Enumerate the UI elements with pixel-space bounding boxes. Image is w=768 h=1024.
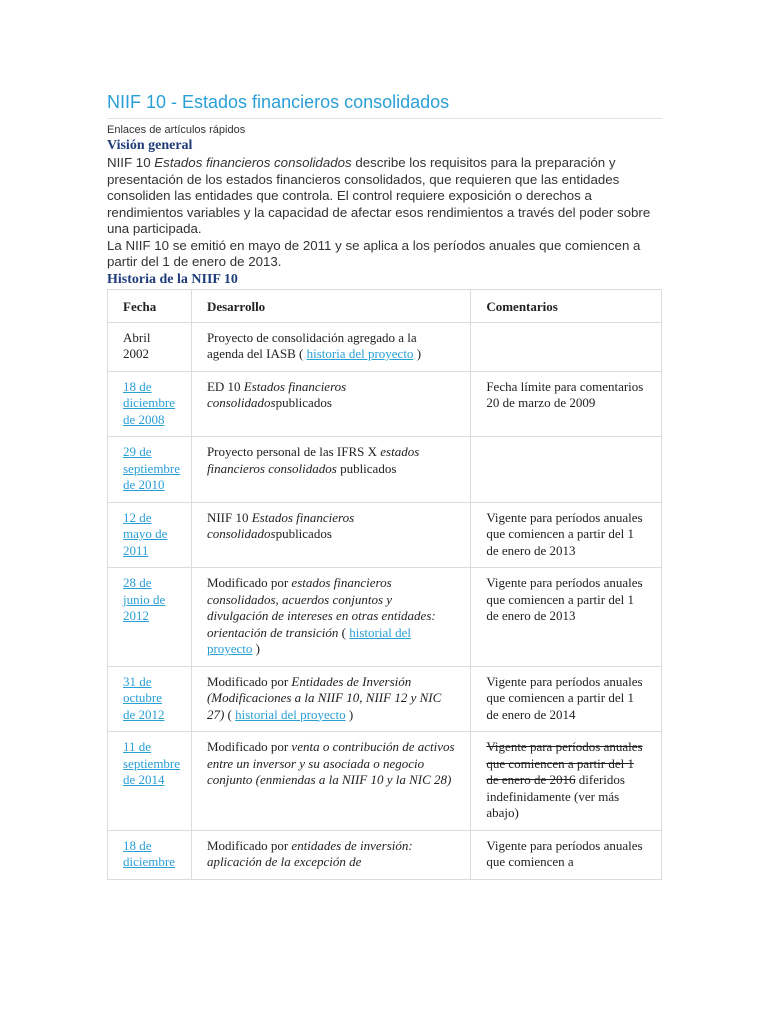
date-link[interactable]: 31 de octubre de 2012 (123, 673, 165, 722)
comment-cell (471, 322, 662, 371)
overview-heading: Visión general (107, 138, 193, 153)
date-link[interactable]: 29 de septiembre de 2010 (123, 444, 181, 492)
comment-cell: Vigente para períodos anuales que comiencen a partir del 1 de enero de 2013 (471, 502, 662, 568)
development-cell: Modificado por entidades de inversión: aplicación de la excepción de (191, 830, 470, 879)
column-header-comments: Comentarios (471, 289, 662, 322)
article (107, 90, 662, 880)
comment-cell: Vigente para períodos anuales que comiencen a (471, 830, 662, 879)
table-row (108, 568, 662, 667)
history-table (107, 289, 662, 880)
date-link[interactable]: 28 de junio de 2012 (123, 575, 166, 623)
project-history-link[interactable]: historia del proyecto (306, 346, 414, 361)
comment-cell: Vigente para períodos anuales que comiencen a partir del 1 de enero de 2014 (471, 666, 662, 732)
table-row (108, 371, 662, 437)
table-header-row (108, 289, 662, 322)
date-link[interactable]: 18 de diciembre (123, 837, 175, 869)
page-title: NIIF 10 - Estados financieros consolidados (107, 92, 450, 112)
history-heading: Historia de la NIIF 10 (107, 271, 238, 287)
development-cell: NIIF 10 Estados financieros consolidadospublicados (191, 502, 470, 568)
date-cell: Abril 2002 (108, 322, 192, 371)
comment-cell: Fecha límite para comentarios 20 de marzo de 2009 (471, 371, 662, 437)
development-cell: ED 10 Estados financieros consolidadospublicados (191, 371, 470, 437)
struck-comment: Vigente para períodos anuales que comiencen a partir del 1 de enero de 2016 (486, 739, 643, 787)
title-divider (107, 118, 662, 119)
overview-paragraph-2: La NIIF 10 se emitió en mayo de 2011 y se aplica a los períodos anuales que comiencen a partir del 1 de enero de 2013. (107, 237, 641, 269)
table-row (108, 830, 662, 879)
date-cell (108, 371, 192, 437)
date-cell (108, 830, 192, 879)
project-history-link[interactable]: historial del proyecto (206, 624, 411, 656)
development-cell: Proyecto personal de las IFRS X estados financieros consolidados publicados (191, 437, 470, 503)
date-cell (108, 732, 192, 831)
overview-paragraph-1: NIIF 10 Estados financieros consolidados describe los requisitos para la preparación y presentación de los estados financieros consolidados, que requieren que las entidades consoliden las entidades que controla. El control requiere exposición o derechos a rendimientos variables y la capacidad de afectar esos rendimientos a través del poder sobre una participada. (107, 155, 651, 236)
column-header-development: Desarrollo (191, 289, 470, 322)
comment-cell (471, 437, 662, 503)
date-cell (108, 666, 192, 732)
date-cell (108, 568, 192, 667)
date-link[interactable]: 18 de diciembre de 2008 (123, 378, 175, 427)
date-link[interactable]: 11 de septiembre de 2014 (123, 739, 181, 787)
comment-cell: Vigente para períodos anuales que comiencen a partir del 1 de enero de 2013 (471, 568, 662, 667)
date-cell (108, 437, 192, 503)
development-cell: Proyecto de consolidación agregado a la agenda del IASB ( historia del proyecto ) (191, 322, 470, 371)
development-cell: Modificado por estados financieros consolidados, acuerdos conjuntos y divulgación de intereses en otras entidades: orientación de transición ( historial del proyecto ) (191, 568, 470, 667)
development-cell: Modificado por venta o contribución de activos entre un inversor y su asociada o negocio conjunto (enmiendas a la NIIF 10 y la NIC 28) (191, 732, 470, 831)
table-row (108, 732, 662, 831)
table-row (108, 502, 662, 568)
table-row (108, 322, 662, 371)
table-row (108, 666, 662, 732)
column-header-date: Fecha (108, 289, 192, 322)
project-history-link[interactable]: historial del proyecto (235, 706, 346, 722)
comment-cell: Vigente para períodos anuales que comiencen a partir del 1 de enero de 2016 diferidos indefinidamente (ver más abajo) (471, 732, 662, 831)
date-link[interactable]: 12 de mayo de 2011 (123, 509, 168, 558)
quick-links-label: Enlaces de artículos rápidos (107, 124, 246, 136)
date-cell (108, 502, 192, 568)
development-cell: Modificado por Entidades de Inversión (Modificaciones a la NIIF 10, NIIF 12 y NIC 27) ( historial del proyecto ) (191, 666, 470, 732)
table-row (108, 437, 662, 503)
